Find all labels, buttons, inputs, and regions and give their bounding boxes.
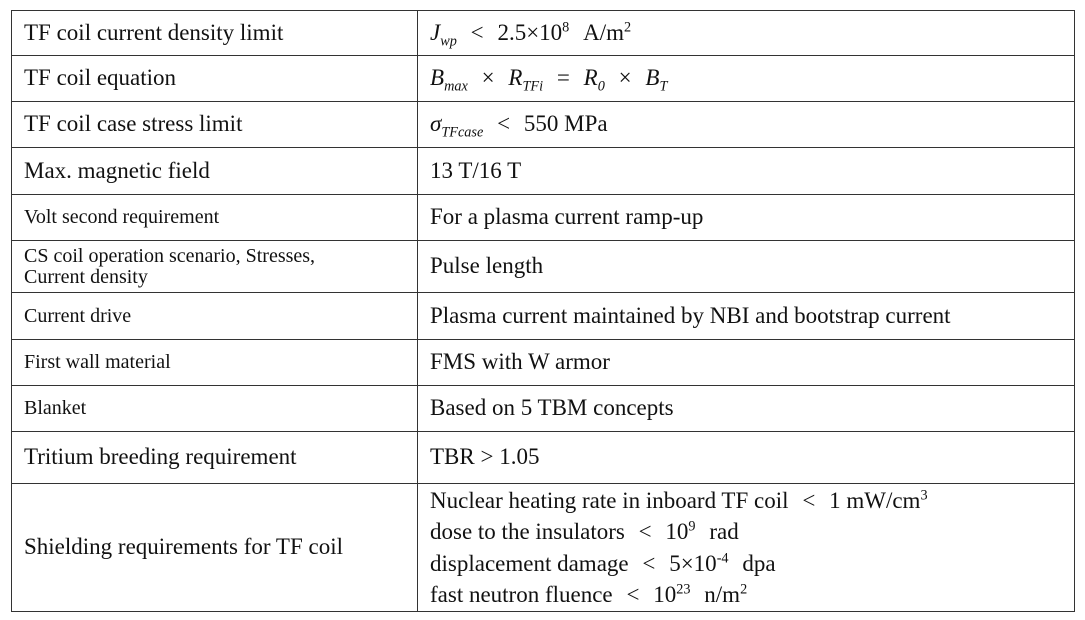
row-value: TBR > 1.05: [418, 432, 1075, 484]
row-value: Based on 5 TBM concepts: [418, 386, 1075, 432]
shield-line-2: dose to the insulators < $10^9$ rad: [430, 518, 739, 545]
row-value: $J_{wp} < 2.5\times 10^8$ $A/m^2$: [418, 11, 1075, 56]
table-row: [12, 56, 1075, 102]
shield-line-1: Nuclear heating rate in inboard TF coil < 1 $mW/cm^3$: [430, 487, 928, 514]
row-value: For a plasma current ramp-up: [418, 195, 1075, 241]
row-label: Shielding requirements for TF coil: [12, 484, 418, 612]
row-value: 13 T/16 T: [418, 148, 1075, 195]
row-label: TF coil case stress limit: [12, 102, 418, 148]
row-value: Pulse length: [418, 241, 1075, 293]
row-value: FMS with W armor: [418, 340, 1075, 386]
table-row: [12, 11, 1075, 56]
row-label: Tritium breeding requirement: [12, 432, 418, 484]
row-label: CS coil operation scenario, Stresses, Current density: [12, 241, 418, 293]
table-row: [12, 386, 1075, 432]
row-label: Blanket: [12, 386, 418, 432]
row-label: Volt second requirement: [12, 195, 418, 241]
table-row: [12, 484, 1075, 612]
row-value: [418, 484, 1075, 612]
row-value: $B_{max} \times R_{TFi} = R_0 \times B_T$: [418, 56, 1075, 102]
shield-line-3: displacement damage < $5\times 10^{-4}$ dpa: [430, 549, 776, 576]
shield-line-4: fast neutron fluence < $10^{23}$ $n/m^2$: [430, 580, 748, 607]
table-row: [12, 293, 1075, 340]
row-label: First wall material: [12, 340, 418, 386]
table-row: [12, 241, 1075, 293]
row-value: Plasma current maintained by NBI and bootstrap current: [418, 293, 1075, 340]
row-value: $\sigma_{TFcase} < 550$ MPa: [418, 102, 1075, 148]
table-row: [12, 148, 1075, 195]
table-row: [12, 102, 1075, 148]
row-label: TF coil current density limit: [12, 11, 418, 56]
table-row: [12, 340, 1075, 386]
row-label: TF coil equation: [12, 56, 418, 102]
table-row: [12, 432, 1075, 484]
table-row: [12, 195, 1075, 241]
row-label: Current drive: [12, 293, 418, 340]
row-label: Max. magnetic field: [12, 148, 418, 195]
spec-table: [11, 10, 1075, 612]
